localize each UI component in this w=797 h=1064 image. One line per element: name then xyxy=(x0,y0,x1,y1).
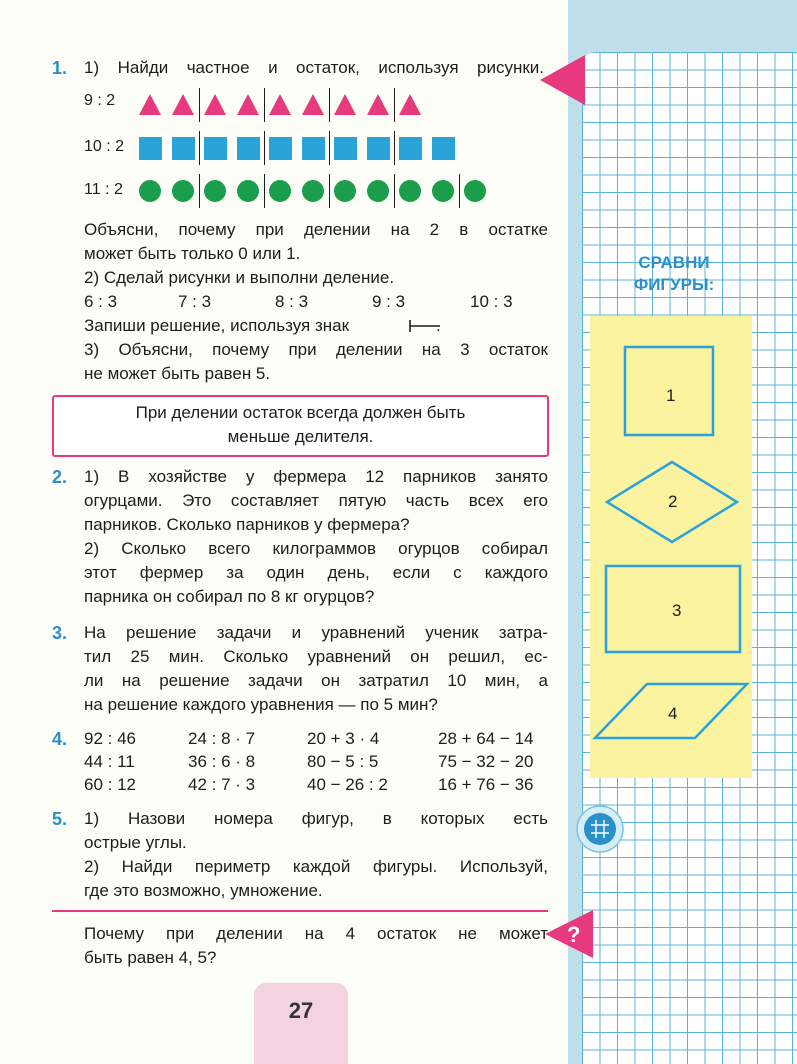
task-number: 2. xyxy=(52,467,68,487)
group-separator xyxy=(199,88,201,122)
square-shape xyxy=(204,137,227,160)
circle-shape xyxy=(269,180,291,202)
circle-shape xyxy=(139,180,161,202)
task-number: 5. xyxy=(52,809,68,829)
task2-line-6: парника он собирал по 8 кг огурцов? xyxy=(84,587,375,606)
expression: 16 + 76 − 36 xyxy=(438,775,534,794)
square-shape xyxy=(367,137,390,160)
triangle-shape xyxy=(172,94,194,115)
triangle-shape xyxy=(204,94,226,115)
expression: 20 + 3 · 4 xyxy=(307,729,380,748)
task2-line-4: 2) Сколько всего килограммов огурцов собирал xyxy=(84,539,548,558)
task3-line-2: тил 25 мин. Сколько уравнений он решил, ес- xyxy=(84,647,548,666)
sidebar-title-line-1: СРАВНИ xyxy=(638,253,710,272)
figure-label-4: 4 xyxy=(668,704,678,723)
division-4: 9 : 3 xyxy=(372,292,406,311)
rule-line-2: меньше делителя. xyxy=(227,427,374,446)
task2-line-1: 1) В хозяйстве у фермера 12 парников занято xyxy=(84,467,548,486)
square-shape xyxy=(399,137,422,160)
task5-line-1: 1) Назови номера фигур, в которых есть xyxy=(84,809,548,828)
expression: 75 − 32 − 20 xyxy=(438,752,534,771)
circle-shape xyxy=(334,180,356,202)
division-5: 10 : 3 xyxy=(470,292,513,311)
task5-line-3: 2) Найди периметр каждой фигуры. Используй, xyxy=(84,857,548,876)
triangle-shape xyxy=(302,94,324,115)
group-separator xyxy=(199,174,201,208)
circle-shape xyxy=(367,180,389,202)
group-separator xyxy=(394,131,396,165)
task3-line-4: на решение каждого уравнения — по 5 мин? xyxy=(84,695,438,714)
grid-badge-icon xyxy=(576,805,624,853)
triangle-shape xyxy=(367,94,389,115)
task1-part2: 2) Сделай рисунки и выполни деление. xyxy=(84,268,395,287)
rule-box xyxy=(52,395,549,457)
question-mark: ? xyxy=(567,922,581,947)
task2-line-2: огурцами. Это составляет пятую часть всех его xyxy=(84,491,548,510)
sidebar-title xyxy=(612,252,736,296)
expression: 42 : 7 · 3 xyxy=(188,775,256,794)
expression: 80 − 5 : 5 xyxy=(307,752,379,771)
circle-shape xyxy=(432,180,454,202)
task3-line-1: На решение задачи и уравнений ученик затра- xyxy=(84,623,548,642)
figure-label-1: 1 xyxy=(666,386,676,405)
task5-line-2: острые углы. xyxy=(84,833,187,852)
expression: 28 + 64 − 14 xyxy=(438,729,534,748)
group-separator xyxy=(329,174,331,208)
task-number: 1. xyxy=(52,58,68,78)
group-separator xyxy=(264,88,266,122)
group-separator xyxy=(394,88,396,122)
group-separator xyxy=(199,131,201,165)
triangle-shape xyxy=(139,94,161,115)
period: . xyxy=(436,316,441,335)
expr-column-3 xyxy=(307,727,388,796)
task-number: 3. xyxy=(52,623,68,643)
task1-part3-2: не может быть равен 5. xyxy=(84,364,271,383)
circle-shape xyxy=(399,180,421,202)
triangle-shape xyxy=(399,94,421,115)
task1-explain-1: Объясни, почему при делении на 2 в остатке xyxy=(84,220,548,239)
expression: 44 : 11 xyxy=(84,752,135,771)
task-number: 4. xyxy=(52,729,68,749)
circle-shape xyxy=(464,180,486,202)
group-separator xyxy=(394,174,396,208)
group-separator xyxy=(264,131,266,165)
pointer-icon xyxy=(540,55,585,105)
square-shape xyxy=(139,137,162,160)
figure-label-2: 2 xyxy=(668,492,678,511)
division-3: 8 : 3 xyxy=(275,292,309,311)
group-separator xyxy=(459,174,461,208)
task1-explain-2: может быть только 0 или 1. xyxy=(84,244,301,263)
row-label-3: 11 : 2 xyxy=(84,181,123,198)
expr-column-4 xyxy=(438,727,533,796)
circle-shape xyxy=(302,180,324,202)
circle-shape xyxy=(172,180,194,202)
task1-line1: 1) Найди частное и остаток, используя рисунки. xyxy=(84,58,544,77)
task3-line-3: ли на решение задачи он затратил 10 мин, а xyxy=(84,671,548,690)
task2-line-3: парников. Сколько парников у фермера? xyxy=(84,515,410,534)
expression: 40 − 26 : 2 xyxy=(307,775,388,794)
row-label-1: 9 : 2 xyxy=(84,92,116,109)
expression: 60 : 12 xyxy=(84,775,136,794)
task1-write: Запиши решение, используя знак xyxy=(84,316,350,335)
circle-shape xyxy=(237,180,259,202)
square-shape xyxy=(334,137,357,160)
expression: 36 : 6 · 8 xyxy=(188,752,256,771)
group-separator xyxy=(264,174,266,208)
square-shape xyxy=(302,137,325,160)
division-2: 7 : 3 xyxy=(178,292,212,311)
triangle-shape xyxy=(334,94,356,115)
square-shape xyxy=(432,137,455,160)
expr-column-2 xyxy=(188,727,255,796)
figure-label-3: 3 xyxy=(672,601,682,620)
square-shape xyxy=(237,137,260,160)
expression: 92 : 46 xyxy=(84,729,136,748)
page-number: 27 xyxy=(254,983,348,1064)
rule-line-1: При делении остаток всегда должен быть xyxy=(135,403,466,422)
task2-line-5: этот фермер за один день, если с каждого xyxy=(84,563,548,582)
square-shape xyxy=(172,137,195,160)
task1-part3-1: 3) Объясни, почему при делении на 3 остаток xyxy=(84,340,548,359)
sidebar-title-line-2: ФИГУРЫ: xyxy=(633,275,715,294)
row-label-2: 10 : 2 xyxy=(84,138,125,155)
group-separator xyxy=(329,88,331,122)
square-shape xyxy=(269,137,292,160)
divider xyxy=(52,910,548,912)
expr-column-1 xyxy=(84,727,136,796)
group-separator xyxy=(329,131,331,165)
triangle-shape xyxy=(237,94,259,115)
division-1: 6 : 3 xyxy=(84,292,118,311)
expression: 24 : 8 · 7 xyxy=(188,729,256,748)
triangle-shape xyxy=(269,94,291,115)
question-line-1: Почему при делении на 4 остаток не может xyxy=(84,924,548,943)
question-line-2: быть равен 4, 5? xyxy=(84,948,217,967)
circle-shape xyxy=(204,180,226,202)
task5-line-4: где это возможно, умножение. xyxy=(84,881,323,900)
